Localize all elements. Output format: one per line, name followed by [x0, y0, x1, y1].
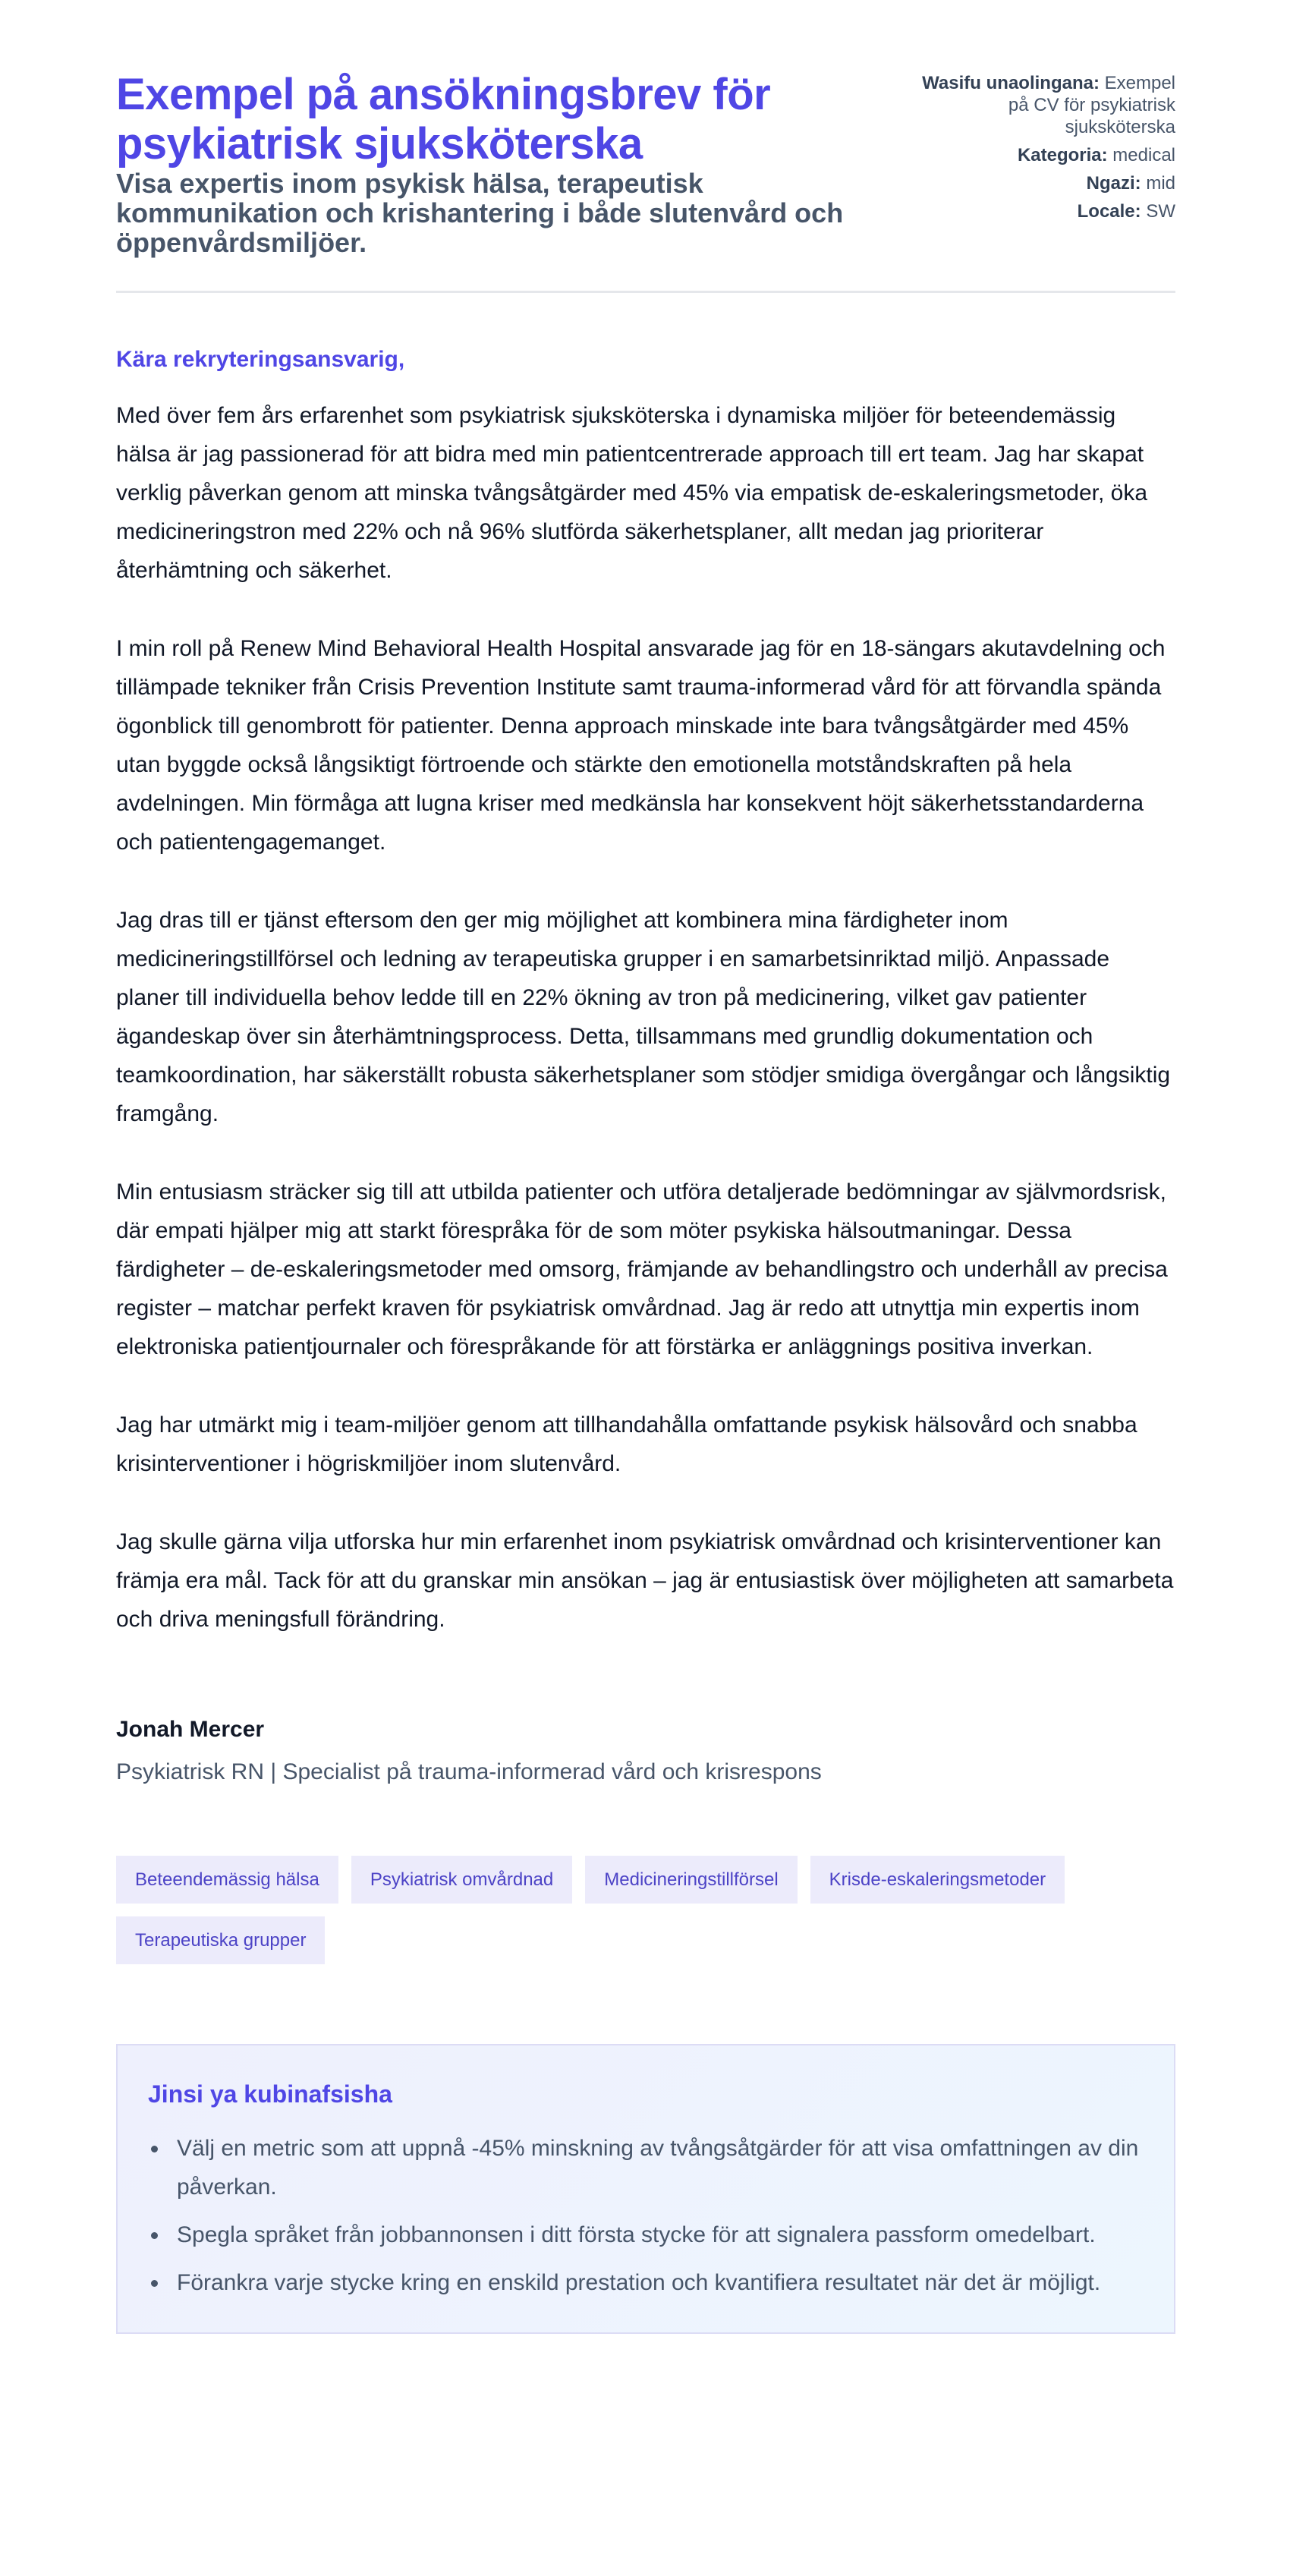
signature-title: Psykiatrisk RN | Specialist på trauma-informerad vård och krisrespons: [116, 1759, 822, 1784]
tips-list: [148, 2129, 1144, 2302]
skill-tag[interactable]: Krisde-eskaleringsmetoder: [810, 1856, 1065, 1904]
skill-tag[interactable]: Beteendemässig hälsa: [116, 1856, 338, 1904]
letter-body: [116, 345, 1175, 1639]
meta-category: [910, 144, 1175, 166]
customization-tips-box: [116, 2044, 1175, 2334]
letter-paragraph: Jag dras till er tjänst eftersom den ger mig möjlighet att kombinera mina färdigheter inom medicineringstillförsel och ledning av terapeutiska grupper i en samarbetsinriktad miljö. Anpassade planer till individuella behov ledde till en 22% ökning av tron på medicinering, vilket gav patienter ägandeskap över sin återhämtningsprocess. Detta, tillsammans med grundlig dokumentation och teamkoordination, har säkerställt robusta säkerhetsplaner som stödjer smidiga övergångar och långsiktig framgång.: [116, 908, 1171, 1126]
page-subtitle: Visa expertis inom psykisk hälsa, terapeutisk kommunikation och krishantering i både slutenvård och öppenvårdsmiljöer.: [116, 168, 844, 258]
page-header: [116, 70, 1175, 293]
tips-item: [148, 2129, 1144, 2206]
bullet-icon: [151, 2280, 158, 2287]
tips-item-text: Välj en metric som att uppnå -45% minskning av tvångsåtgärder för att visa omfattningen av din påverkan.: [177, 2136, 1139, 2200]
skill-tag[interactable]: Medicineringstillförsel: [585, 1856, 797, 1904]
skill-tag[interactable]: Psykiatrisk omvårdnad: [351, 1856, 572, 1904]
meta-category-value: medical: [1112, 145, 1175, 165]
bullet-icon: [151, 2146, 158, 2152]
letter-paragraph: Med över fem års erfarenhet som psykiatrisk sjuksköterska i dynamiska miljöer för beteendemässig hälsa är jag passionerad för att bidra med min patientcentrerade approach till ert team. Jag har skapat verklig påverkan genom att minska tvångsåtgärder med 45% via empatisk de-eskaleringsmetoder, öka medicineringstron med 22% och nå 96% slutförda säkerhetsplaner, allt medan jag prioriterar återhämtning och säkerhet.: [116, 403, 1148, 583]
skill-tags: [116, 1856, 1175, 1964]
header-title-block: [116, 70, 875, 257]
meta-locale-label: Locale:: [1077, 201, 1141, 222]
meta-matching-resume-value: Exempel på CV för psykiatrisk sjuksköterska: [1008, 73, 1175, 137]
meta-panel: [910, 72, 1175, 228]
meta-category-label: Kategoria:: [1017, 145, 1108, 165]
page-title: Exempel på ansökningsbrev för psykiatrisk sjuksköterska: [116, 70, 771, 168]
meta-matching-resume: [910, 72, 1175, 138]
letter-paragraph: I min roll på Renew Mind Behavioral Health Hospital ansvarade jag för en 18-sängars akutavdelning och tillämpade tekniker från Crisis Prevention Institute samt trauma-informerad vård för att förvandla spända ögonblick till genombrott för patienter. Denna approach minskade inte bara tvångsåtgärder med 45% utan byggde också långsiktigt förtroende och stärkte den emotionella motståndskraften på hela avdelningen. Min förmåga att lugna kriser med medkänsla har konsekvent höjt säkerhetsstandarderna och patientengagemanget.: [116, 636, 1166, 855]
tips-item-text: Förankra varje stycke kring en enskild prestation och kvantifiera resultatet när det är möjligt.: [177, 2270, 1101, 2295]
bullet-icon: [151, 2232, 158, 2239]
meta-locale-value: SW: [1146, 201, 1175, 222]
tips-item-text: Spegla språket från jobbannonsen i ditt första stycke för att signalera passform omedelbart.: [177, 2222, 1096, 2247]
tips-item: [148, 2215, 1144, 2254]
skill-tag[interactable]: Terapeutiska grupper: [116, 1916, 325, 1964]
meta-locale: [910, 200, 1175, 222]
tips-title: Jinsi ya kubinafsisha: [148, 2080, 392, 2108]
letter-greeting: Kära rekryteringsansvarig,: [116, 347, 405, 372]
signature-block: [116, 1715, 1175, 1787]
meta-level: [910, 172, 1175, 194]
meta-level-value: mid: [1146, 173, 1175, 194]
signature-name: Jonah Mercer: [116, 1717, 265, 1742]
tips-item: [148, 2263, 1144, 2302]
cover-letter-page: [115, 0, 1175, 2334]
meta-level-label: Ngazi:: [1086, 173, 1141, 194]
letter-paragraph: Jag skulle gärna vilja utforska hur min erfarenhet inom psykiatrisk omvårdnad och krisinterventioner kan främja era mål. Tack för att du granskar min ansökan – jag är entusiastisk över möjligheten att samarbeta och driva meningsfull förändring.: [116, 1529, 1174, 1632]
letter-paragraph: Jag har utmärkt mig i team-miljöer genom att tillhandahålla omfattande psykisk hälsovård och snabba krisinterventioner i högriskmiljöer inom slutenvård.: [116, 1412, 1137, 1476]
letter-paragraph: Min entusiasm sträcker sig till att utbilda patienter och utföra detaljerade bedömningar av självmordsrisk, där empati hjälper mig att starkt förespråka för de som möter psykiska hälsoutmaningar. Dessa färdigheter – de-eskaleringsmetoder med omsorg, främjande av behandlingstro och underhåll av precisa register – matchar perfekt kraven för psykiatrisk omvårdnad. Jag är redo att utnyttja min expertis inom elektroniska patientjournaler och förespråkande för att förstärka er anläggnings positiva inverkan.: [116, 1179, 1168, 1359]
meta-matching-resume-label: Wasifu unaolingana:: [922, 73, 1100, 93]
